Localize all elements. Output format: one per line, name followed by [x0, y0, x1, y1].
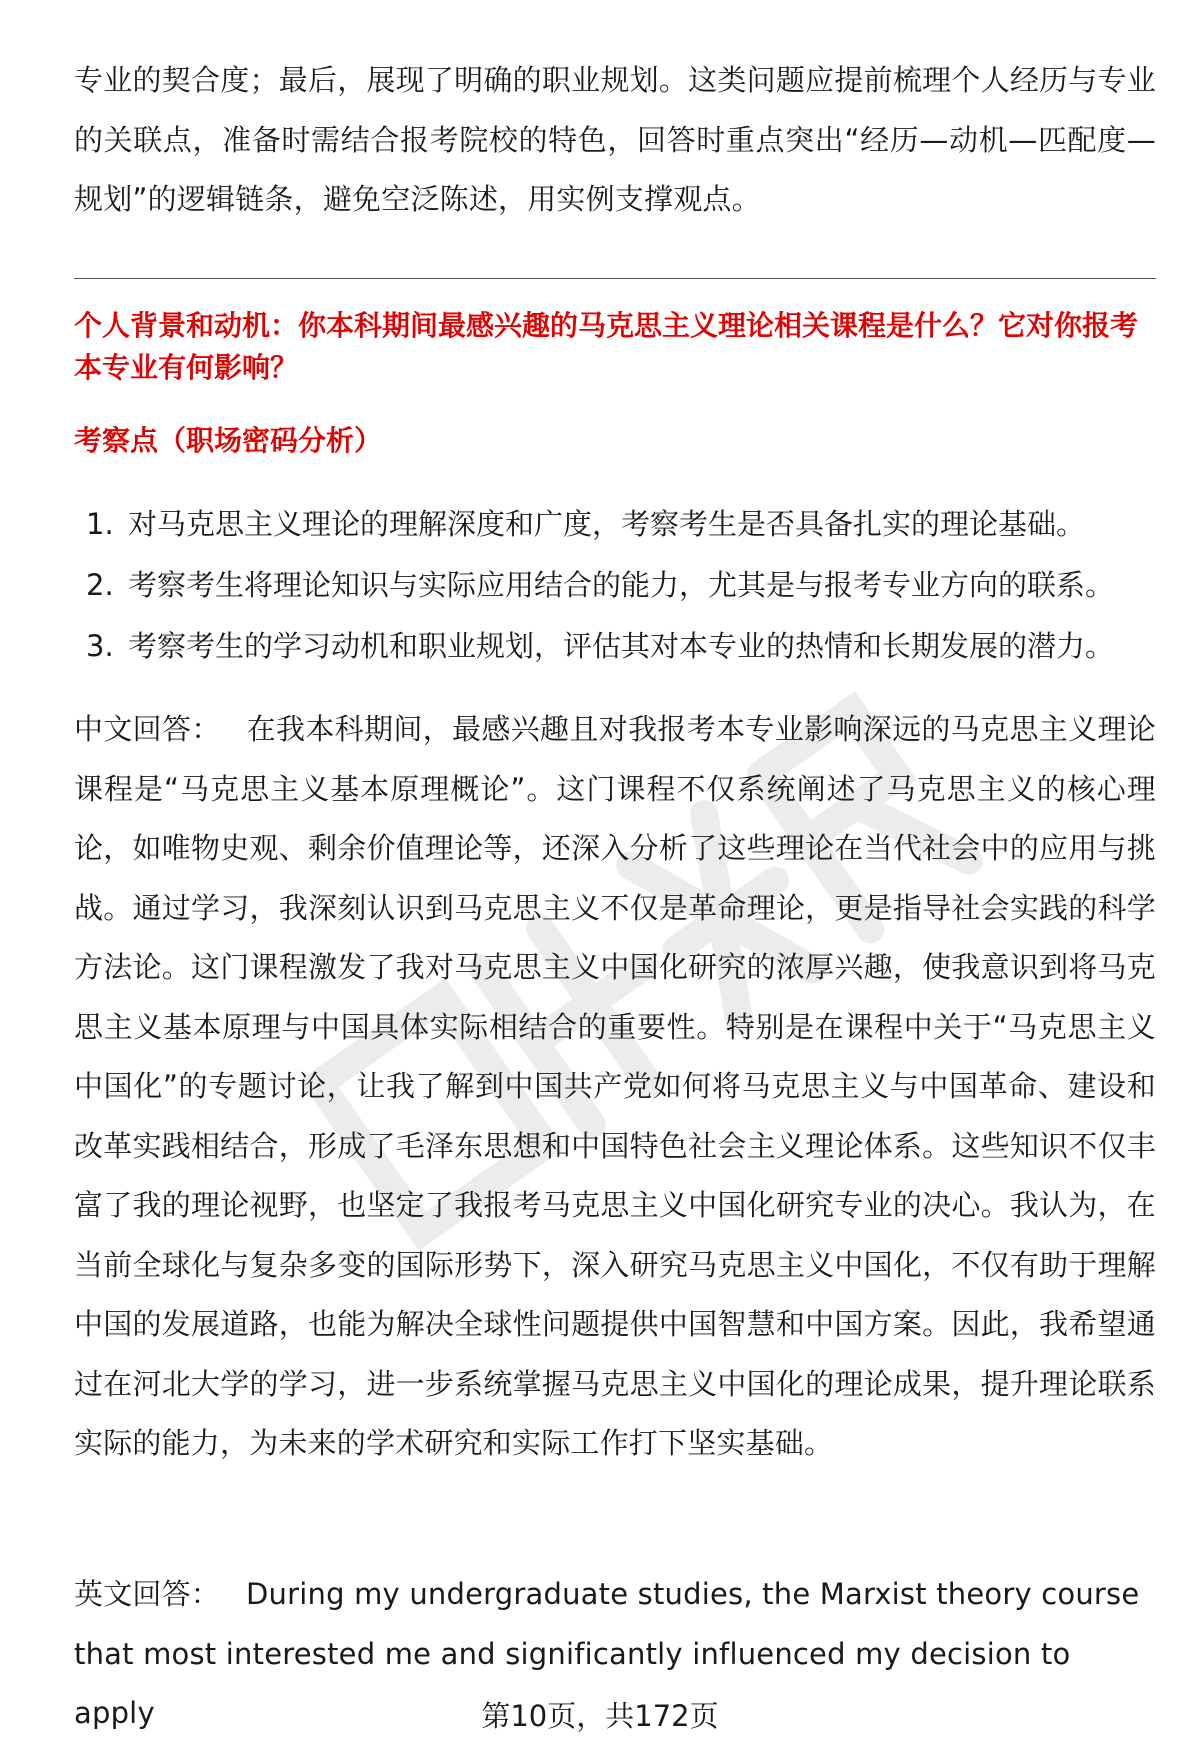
assessment-points-heading: 考察点（职场密码分析）: [74, 424, 383, 457]
assessment-points-list: [74, 494, 1156, 677]
list-item: [74, 494, 1156, 555]
english-answer-label: 英文回答：: [74, 1577, 221, 1611]
list-item-text: 考察考生将理论知识与实际应用结合的能力，尤其是与报考专业方向的联系。: [128, 568, 1115, 602]
intro-paragraph: 专业的契合度；最后，展现了明确的职业规划。这类问题应提前梳理个人经历与专业的关联点，准备时需结合报考院校的特色，回答时重点突出“经历—动机—匹配度—规划”的逻辑链条，避免空泛陈述，用实例支撑观点。: [74, 63, 1156, 216]
section-divider: [74, 278, 1156, 279]
english-answer-text: During my undergraduate studies, the Marxist theory course that most interested me and significantly influenced my decision to apply: [74, 1577, 1140, 1730]
list-item-text: 考察考生的学习动机和职业规划，评估其对本专业的热情和长期发展的潜力。: [128, 629, 1115, 663]
chinese-answer-paragraph: [74, 700, 1156, 1474]
interview-question: 个人背景和动机：你本科期间最感兴趣的马克思主义理论相关课程是什么？它对你报考本专业有何影响？: [74, 309, 1139, 384]
page-footer-page-number: 第10页，共172页: [481, 1699, 719, 1733]
list-item: [74, 555, 1156, 616]
list-item-number: 3.: [86, 629, 114, 663]
list-item-number: 2.: [86, 568, 114, 602]
list-item-text: 对马克思主义理论的理解深度和广度，考察考生是否具备扎实的理论基础。: [128, 507, 1086, 541]
chinese-answer-label: 中文回答：: [74, 712, 221, 746]
list-item-number: 1.: [86, 507, 114, 541]
chinese-answer-text: 在我本科期间，最感兴趣且对我报考本专业影响深远的马克思主义理论课程是“马克思主义基本原理概论”。这门课程不仅系统阐述了马克思主义的核心理论，如唯物史观、剩余价值理论等，还深入分析了这些理论在当代社会中的应用与挑战。通过学习，我深刻认识到马克思主义不仅是革命理论，更是指导社会实践的科学方法论。这门课程激发了我对马克思主义中国化研究的浓厚兴趣，使我意识到将马克思主义基本原理与中国具体实际相结合的重要性。特别是在课程中关于“马克思主义中国化”的专题讨论，让我了解到中国共产党如何将马克思主义与中国革命、建设和改革实践相结合，形成了毛泽东思想和中国特色社会主义理论体系。这些知识不仅丰富了我的理论视野，也坚定了我报考马克思主义中国化研究专业的决心。我认为，在当前全球化与复杂多变的国际形势下，深入研究马克思主义中国化，不仅有助于理解中国的发展道路，也能为解决全球性问题提供中国智慧和中国方案。因此，我希望通过在河北大学的学习，进一步系统掌握马克思主义中国化的理论成果，提升理论联系实际的能力，为未来的学术研究和实际工作打下坚实基础。: [74, 712, 1156, 1460]
list-item: [74, 616, 1156, 677]
